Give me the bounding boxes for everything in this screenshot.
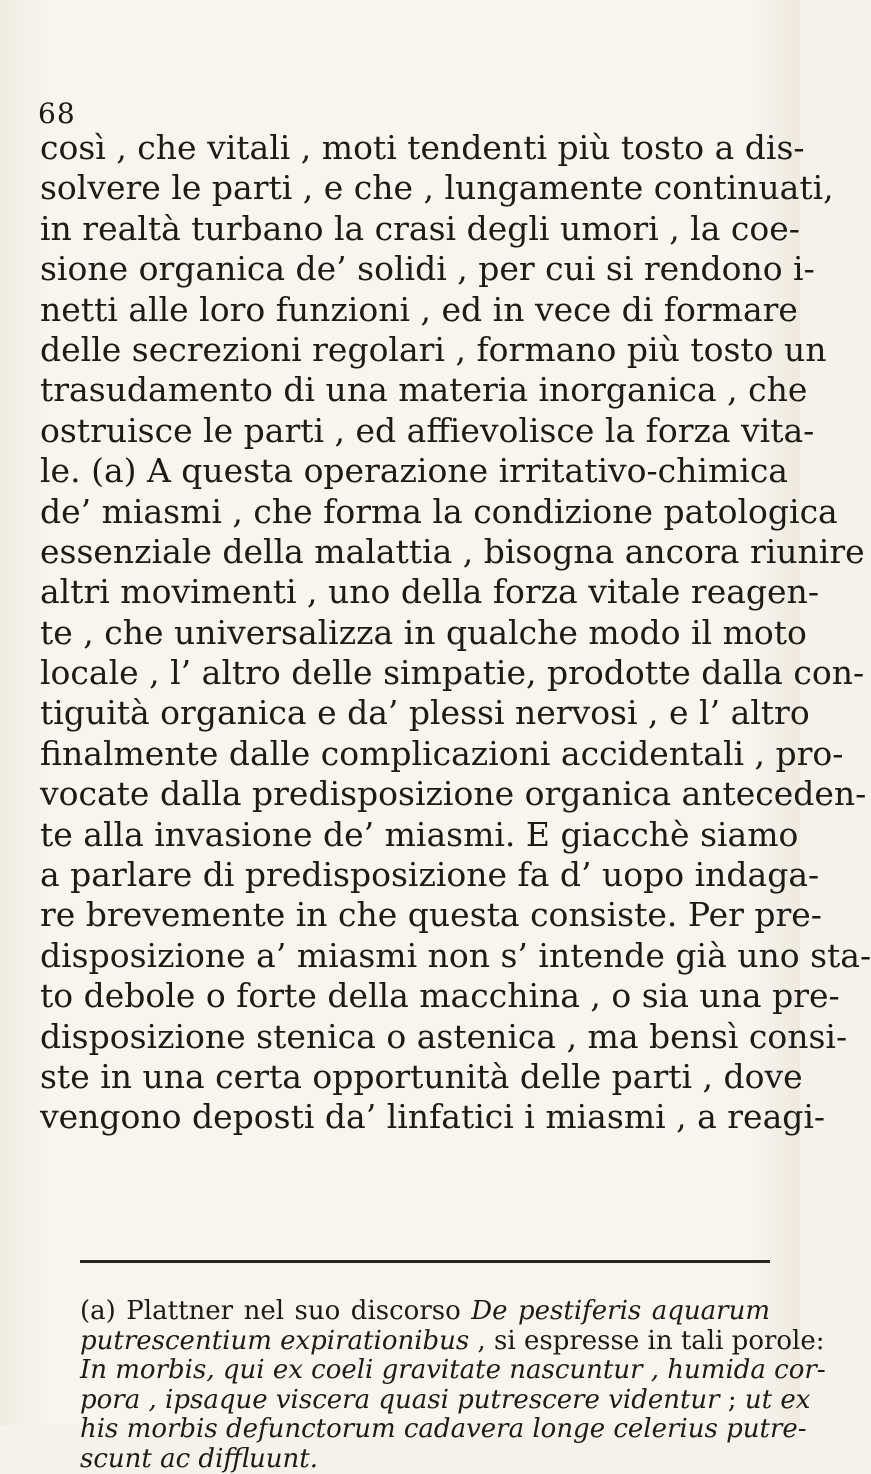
- text-line: te , che universalizza in qualche modo il moto: [40, 613, 768, 653]
- text-line: netti alle loro funzioni , ed in vece di formare: [40, 290, 768, 330]
- text-line: disposizione stenica o astenica , ma bensì consi-: [40, 1017, 768, 1057]
- footnote-line: In morbis, qui ex coeli gravitate nascuntur , humida cor-: [80, 1356, 770, 1386]
- text-line: altri movimenti , uno della forza vitale reagen-: [40, 572, 768, 612]
- footnote-divider: [80, 1260, 770, 1263]
- text-line: vengono deposti da’ linfatici i miasmi , a reagi-: [40, 1097, 768, 1137]
- footnote-italic-text: pora , ipsaque viscera quasi putrescere videntur: [80, 1385, 720, 1415]
- text-line: ste in una certa opportunità delle parti , dove: [40, 1057, 768, 1097]
- footnote-italic-text: De pestiferis aquarum: [471, 1296, 770, 1326]
- text-line: le. (a) A questa operazione irritativo-chimica: [40, 451, 768, 491]
- text-line: ostruisce le parti , ed affievolisce la forza vita-: [40, 411, 768, 451]
- text-line: to debole o forte della macchina , o sia una pre-: [40, 976, 768, 1016]
- text-line: essenziale della malattia , bisogna ancora riunire: [40, 532, 768, 572]
- footnote-text: , si espresse in tali porole:: [469, 1326, 824, 1356]
- text-line: finalmente dalle complicazioni accidentali , pro-: [40, 734, 768, 774]
- text-line: vocate dalla predisposizione organica anteceden-: [40, 774, 768, 814]
- text-line: tiguità organica e da’ plessi nervosi , e l’ altro: [40, 693, 768, 733]
- text-line: in realtà turbano la crasi degli umori , la coe-: [40, 209, 768, 249]
- text-line: sione organica de’ solidi , per cui si rendono i-: [40, 249, 768, 289]
- footnote-line: [80, 1386, 770, 1416]
- footnote-text: (a) Plattner nel suo discorso: [80, 1296, 471, 1326]
- footnote: [80, 1297, 770, 1474]
- footnote-italic-text: ut ex: [745, 1385, 811, 1415]
- text-line: trasudamento di una materia inorganica , che: [40, 370, 768, 410]
- text-line: così , che vitali , moti tendenti più tosto a dis-: [40, 128, 768, 168]
- text-line: de’ miasmi , che forma la condizione patologica: [40, 492, 768, 532]
- text-line: re brevemente in che questa consiste. Per pre-: [40, 895, 768, 935]
- text-line: locale , l’ altro delle simpatie, prodotte dalla con-: [40, 653, 768, 693]
- text-line: a parlare di predisposizione fa d’ uopo indaga-: [40, 855, 768, 895]
- text-line: solvere le parti , e che , lungamente continuati,: [40, 168, 768, 208]
- footnote-line: [80, 1327, 770, 1357]
- footnote-line: scunt ac diffluunt.: [80, 1445, 770, 1474]
- footnote-text: ;: [720, 1385, 745, 1415]
- body-text: [40, 128, 768, 1138]
- footnote-line: his morbis defunctorum cadavera longe celerius putre-: [80, 1415, 770, 1445]
- footnote-line: [80, 1297, 770, 1327]
- text-line: delle secrezioni regolari , formano più tosto un: [40, 330, 768, 370]
- text-line: disposizione a’ miasmi non s’ intende già uno sta-: [40, 936, 768, 976]
- footnote-italic-text: putrescentium expirationibus: [80, 1326, 469, 1356]
- page-number: 68: [38, 100, 76, 128]
- text-line: te alla invasione de’ miasmi. E giacchè siamo: [40, 815, 768, 855]
